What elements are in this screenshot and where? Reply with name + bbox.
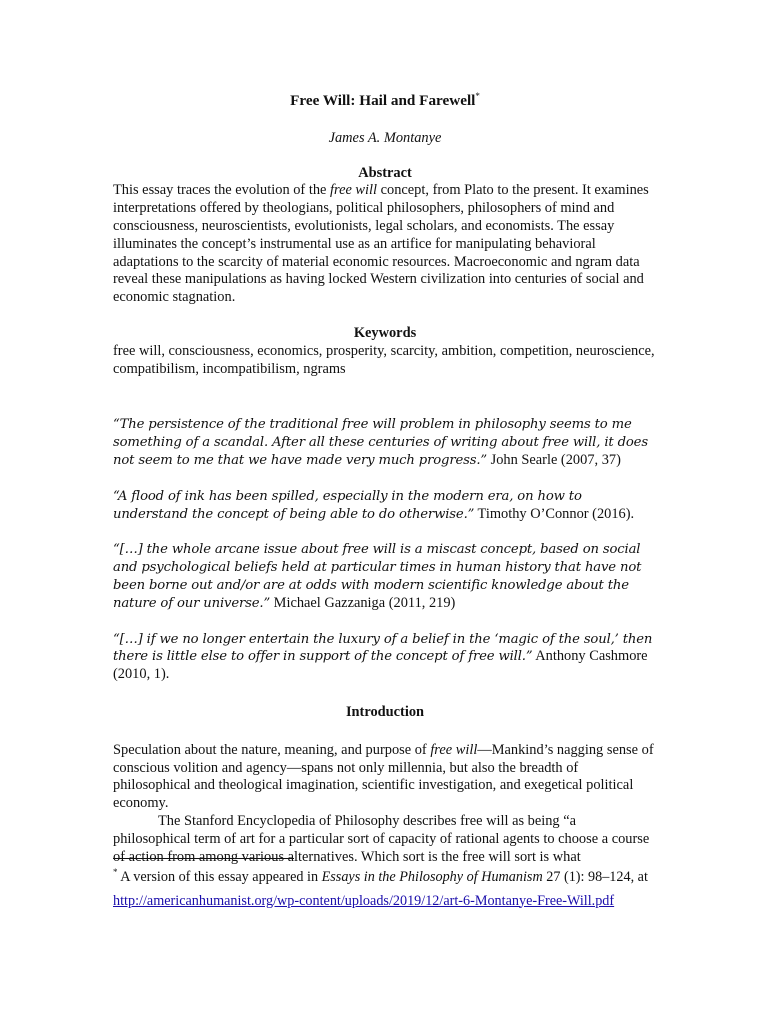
footnote <box>113 866 657 913</box>
footnote-link[interactable]: http://americanhumanist.org/wp-content/uploads/2019/12/art-6-Montanye-Free-Will.pdf <box>113 892 615 909</box>
quote-text: “[…] the whole arcane issue about free will is a miscast concept, based on social and psychological beliefs held at particular times in human history that have not been borne out and/or are at odds with modern scientific knowledge about the nature of our universe.” <box>113 542 642 611</box>
introduction-heading: Introduction <box>345 703 425 720</box>
quote-source: Michael Gazzaniga (2011, 219) <box>270 594 456 611</box>
introduction-paragraph-2: The Stanford Encyclopedia of Philosophy describes free will as being “a philosophical term of art for a particular sort of capacity of rational agents to choose a course of action from among various alternatives. Which sort is the free will sort is what <box>113 812 650 865</box>
quote-text: “The persistence of the traditional free will problem in philosophy seems to me something of a scandal. After all these centuries of writing about free will, it does not seem to me that we have made very much progress.” <box>113 417 648 468</box>
footnote-journal: Essays in the Philosophy of Humanism <box>321 869 543 885</box>
intro-p1-after: —Mankind’s nagging sense of conscious volition and agency—spans not only millennia, but also the breadth of philosophical and theological imagination, scientific investigation, and exegetical political economy. <box>113 741 654 812</box>
epigraph-quote-cashmore <box>113 631 657 684</box>
abstract-text-after: concept, from Plato to the present. It examines interpretations offered by theologians, political philosophers, philosophers of mind and consciousness, neuroscientists, evolutionists, legal scholars, and economists. The essay illuminates the concept’s instrumental use as an artifice for manipulating behavioral adaptations to the scarcity of material economic resources. Macroeconomic and ngram data reveal these manipulations as having locked Western civilization into centuries of social and economic stagnation. <box>113 182 649 306</box>
footnote-marker: * <box>113 867 118 877</box>
title-text: Free Will: Hail and Farewell <box>290 92 476 109</box>
quote-source: Anthony Cashmore (2010, 1). <box>113 648 648 683</box>
quote-text: “[…] if we no longer entertain the luxury of a belief in the ‘magic of the soul,’ then there is little else to offer in support of the concept of free will.” <box>113 631 653 665</box>
paper-title <box>113 92 657 110</box>
author-name: James A. Montanye <box>328 129 442 146</box>
quote-text: “A flood of ink has been spilled, especially in the modern era, on how to understand the concept of being able to do otherwise.” <box>113 488 582 522</box>
footnote-text-after: 27 (1): 98–124, at <box>542 869 648 885</box>
paper-page <box>113 92 657 866</box>
introduction-paragraph-1 <box>113 742 657 813</box>
keywords-heading: Keywords <box>353 324 417 341</box>
intro-p1-italic: free will <box>430 741 478 758</box>
keywords-text: free will, consciousness, economics, prosperity, scarcity, ambition, competition, neuroscience, compatibilism, incompatibilism, ngrams <box>113 342 655 377</box>
quote-source: John Searle (2007, 37) <box>487 451 621 468</box>
quote-source: Timothy O’Connor (2016). <box>474 505 635 522</box>
epigraph-quote-oconnor <box>113 488 657 524</box>
abstract-text-before: This essay traces the evolution of the <box>113 182 330 199</box>
title-footnote-marker[interactable]: * <box>475 91 480 101</box>
footnote-text-before: A version of this essay appeared in <box>117 869 322 885</box>
intro-p1-before: Speculation about the nature, meaning, and purpose of <box>113 741 431 758</box>
abstract-text <box>113 182 657 307</box>
footnote-divider <box>113 858 294 859</box>
epigraph-quote-gazzaniga <box>113 541 657 612</box>
abstract-italic-term: free will <box>330 182 378 199</box>
epigraph-quote-searle <box>113 416 657 469</box>
abstract-heading: Abstract <box>358 164 412 181</box>
